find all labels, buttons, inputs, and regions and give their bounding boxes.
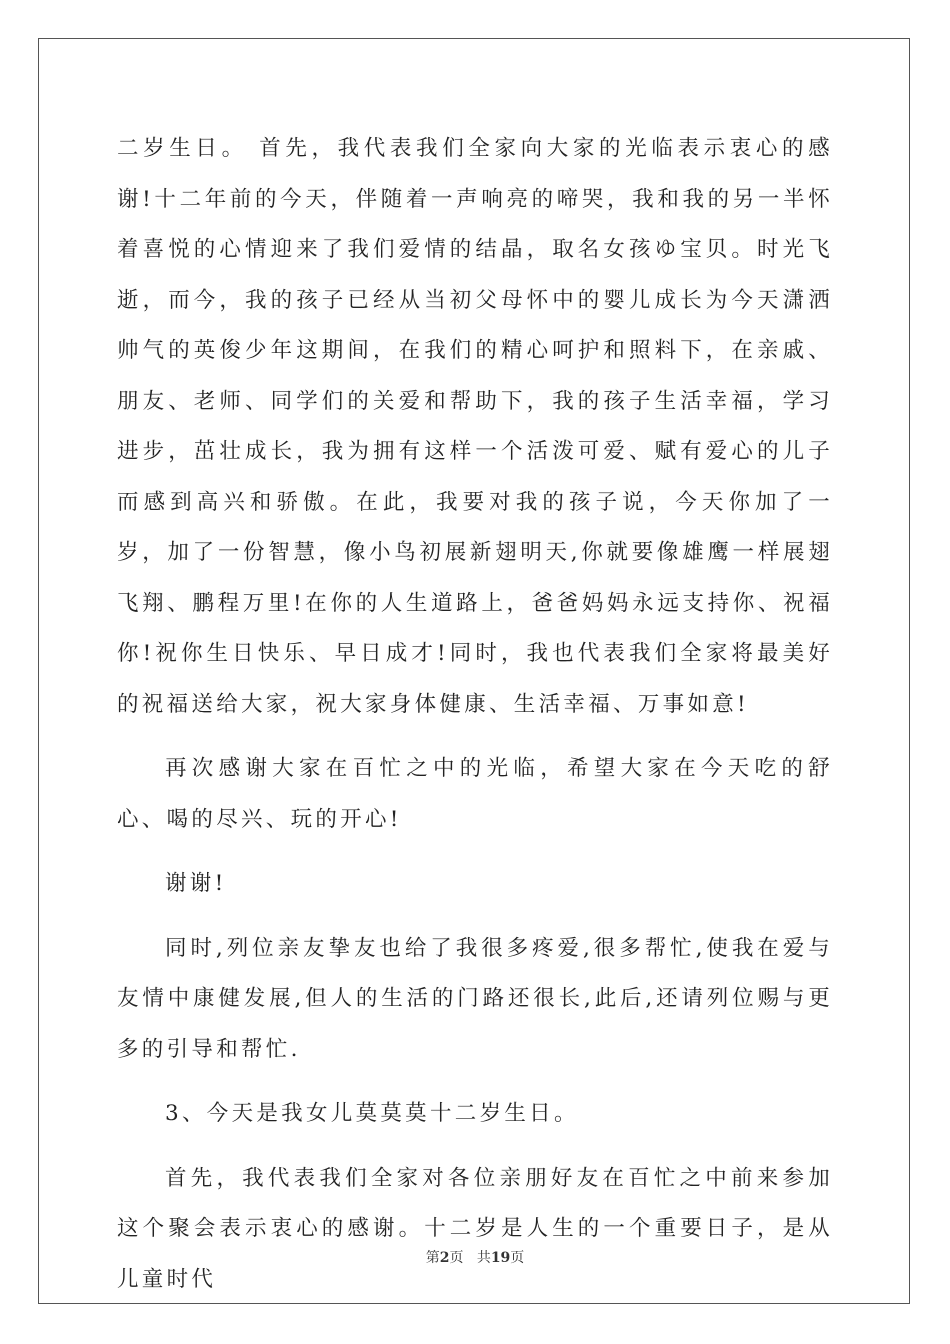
footer-total-prefix: 共 — [476, 1250, 491, 1266]
paragraph-birthday-speech: 二岁生日。 首先，我代表我们全家向大家的光临表示衷心的感谢!十二年前的今天，伴随着一声响亮的啼哭，我和我的另一半怀着喜悦的心情迎来了我们爱情的结晶，取名女孩ゆ宝贝。时光飞逝，而今，我的孩子已经从当初父母怀中的婴儿成长为今天潇洒帅气的英俊少年这期间，在我们的精心呵护和照料下，在亲戚、朋友、老师、同学们的关爱和帮助下，我的孩子生活幸福，学习进步，茁壮成长，我为拥有这样一个活泼可爱、赋有爱心的儿子而感到高兴和骄傲。在此，我要对我的孩子说，今天你加了一岁，加了一份智慧，像小鸟初展新翅明天,你就要像雄鹰一样展翅飞翔、鹏程万里!在你的人生道路上，爸爸妈妈永远支持你、祝福你!祝你生日快乐、早日成才!同时，我也代表我们全家将最美好的祝福送给大家，祝大家身体健康、生活幸福、万事如意! — [117, 136, 833, 717]
document-body — [117, 124, 833, 1319]
paragraph-thanks-again: 再次感谢大家在百忙之中的光临，希望大家在今天吃的舒心、喝的尽兴、玩的开心! — [117, 756, 833, 832]
paragraph-friends-help: 同时,列位亲友挚友也给了我很多疼爱,很多帮忙,使我在爱与友情中康健发展,但人的生活的门路还很长,此后,还请列位赐与更多的引导和帮忙. — [117, 935, 833, 1062]
paragraph-section-3-heading: 3、今天是我女儿莫莫莫十二岁生日。 — [165, 1101, 579, 1126]
paragraph-section-3-body: 首先，我代表我们全家对各位亲朋好友在百忙之中前来参加这个聚会表示衷心的感谢。十二岁是人生的一个重要日子，是从儿童时代 — [117, 1165, 833, 1292]
paragraph-thank-you: 谢谢! — [165, 871, 227, 896]
footer-page-prefix: 第 — [425, 1250, 440, 1266]
page-footer — [0, 1247, 950, 1267]
footer-total-pages: 19 — [490, 1250, 511, 1266]
footer-total-suffix: 页 — [510, 1250, 525, 1266]
footer-page-number: 2 — [439, 1250, 450, 1266]
footer-page-suffix: 页 — [449, 1250, 464, 1266]
